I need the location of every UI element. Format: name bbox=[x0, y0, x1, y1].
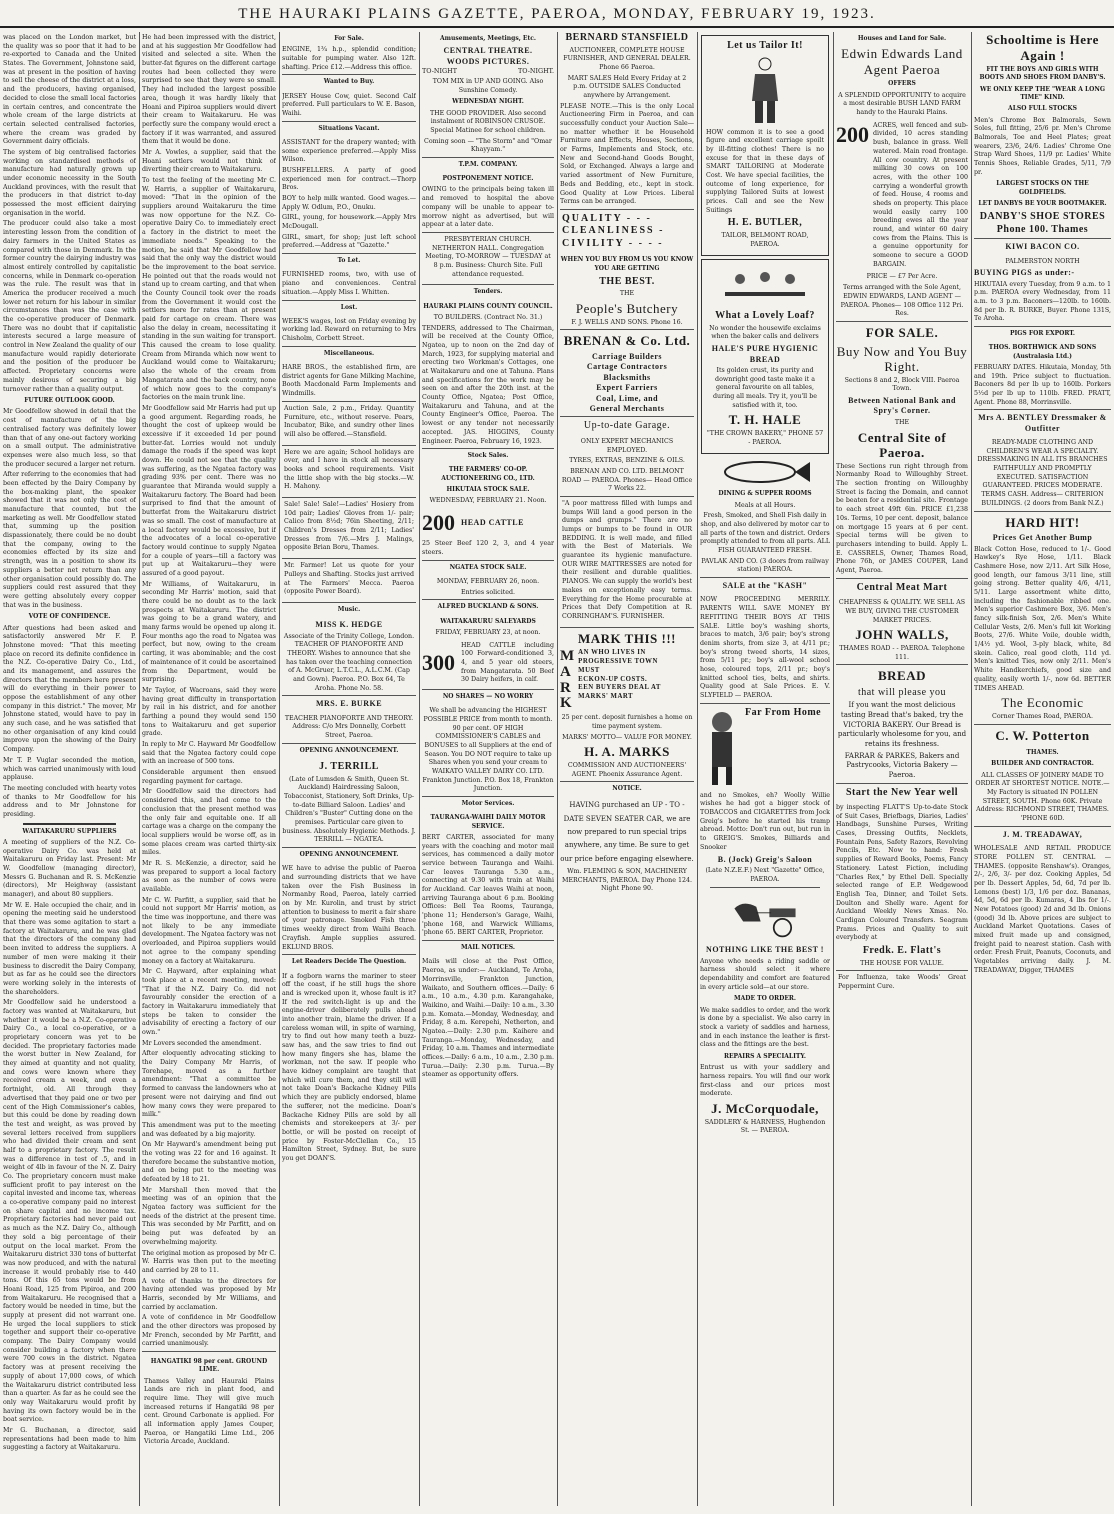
classified-ad: If a fogborn warns the mariner to steer off the coast, if he still hugs the shore and is wrecked upon it, whose fault is it? If the red switch-light is up and the engine-driver deliberately pulls ahead into another train, blame the driver. If a careless woman will, in spite of warning, try to find out how many teeth a buzz-saw has, and the saw tries to find out how many fingers she has, blame the workman, not the saw. If people who have kidney complaint are taught that which will cure them, and they still will not take Doan's Backache Kidney Pills which they are publicly endorsed, blame the sufferer, not the medicine. Doan's Backache Kidney Pills are sold by all chemists and storekeepers at 3/- per bottle, or will be posted on receipt of price by Foster-McClellan Co., 15 Hamilton Street, Sydney. But, be sure you get DOAN'S. bbox=[282, 972, 416, 1162]
business-name: C. W. Potterton bbox=[974, 724, 1111, 747]
mark-block bbox=[560, 649, 694, 712]
subheading: VOTE OF CONFIDENCE. bbox=[28, 613, 111, 621]
advert-text: Sections 8 and 2, Block VIII. Paeroa Town. bbox=[844, 376, 960, 393]
advert-title: BUYING PIGS as under:- bbox=[974, 268, 1075, 278]
notice-text: Entries solicited. bbox=[460, 588, 516, 596]
article-paragraph: was placed on the London market, but the quality was so poor that it had to be re-exported to Canada and the United States. The Government, Johnstone said, was at present in the position of having to sell the cheese of the district at a loss, and the producers, having organised, decided to close the small local factories in certain centres, and concentrate the whole cream of the large districts at certain selected centralised factories, where the cream was graded by Government dairy officials. bbox=[3, 34, 136, 146]
notice-text: TO BUILDERS. (Contract No. 31.) bbox=[433, 313, 543, 321]
advert-title: Far From Home bbox=[745, 706, 822, 718]
article-paragraph: The original motion as proposed by Mr C. W. Harris was then put to the meeting and carried by 28 to 11. bbox=[142, 1249, 276, 1274]
slogan: THE BEST. bbox=[599, 275, 655, 287]
advert-text: NOW PROCEEDING MERRILY. PARENTS WILL SAVE MONEY BY REFITTING THEIR BOYS AT THIS SALE. Little boy's washing shorts, braces to match, 3/6 pair; boy's strong denim shorts, from size 3, at 4/11 pr.; boy's strong tweed shorts, 14 sizes, from 5/11 pr.; boy's all-wool school hose, coloured tops, 2/11 pr.; boy's knitted school ties, belts, and shirts. Quality good at Sale Prices. E. V. SLYFIELD — PAEROA. bbox=[700, 596, 830, 700]
mark-line: EEN BUYERS DEAL AT bbox=[578, 684, 661, 692]
product-name: HALE'S PURE HYGIENIC BREAD bbox=[711, 344, 819, 364]
article-paragraph: Mr G. Buchanan, a director, said representations had been made to him suggesting a factory at Waitakaruru. bbox=[3, 1426, 136, 1452]
horse-and-buggy-illustration bbox=[710, 887, 820, 942]
subheading: NO SHARES — NO WORRY bbox=[422, 689, 554, 704]
classified-ad: Here we are again; School holidays are over, and I have in stock all necessary books and school requirements. Visit the little shop with the big stocks.—W. H. Mahony. bbox=[282, 445, 416, 495]
section-heading: OPENING ANNOUNCEMENT. bbox=[282, 743, 416, 758]
advert-text: BRENAN AND CO. LTD. BELMONT ROAD — PAEROA. Phones— Head Office 7 Works 22. bbox=[561, 467, 693, 493]
subheading: WEDNESDAY NIGHT. bbox=[452, 98, 524, 106]
subheading: WAITAKARURU SUPPLIERS bbox=[22, 827, 117, 835]
column-notices bbox=[422, 32, 554, 1506]
advert-text: ACRES, well fenced and sub-divided, 10 acres standing bush, balance in grass. Well watered. Main road frontage. All cow country. At present milking 30 cows on 100 acres, with the other 100 carrying a wonderful growth of feed. House, 4 rooms and sheds on property. This place would easily carry 100 breeding ewes all the year round, and winter 60 dairy cows from the Plains. This is a genuine opportunity for someone to secure a GOOD BARGAIN. bbox=[873, 121, 968, 268]
advert-text: SADDLERY & HARNESS, Hughendon St. — PAEROA. bbox=[704, 1118, 826, 1135]
advert-text: HIKUTAIA every Tuesday, from 9 a.m. to 1 p.m. PAEROA every Wednesday, from 11 a.m. to 3 p.m. Baconers—120lb. to 160lb. 8d per lb. R. BURKE, Buyer. Phone 131S, Te Aroha. bbox=[974, 280, 1111, 323]
subheading: FUTURE OUTLOOK GOOD. bbox=[24, 397, 115, 405]
advert-text: by inspecting FLATT'S Up-to-date Stock of Suit Cases, Briefbags, Diaries, Ladies' Handbags, Sunshine Purses, Writing Cases, Dressing Outfits, Necklets, Fountain Pens, Safety Razors, Revolving Pencils, Etc. Now to hand: Fresh supplies of Reward Books, Poems, Fancy Stationery. Latest Fiction, including "Charles Rex," by Ethel Dell. Specially selected range of E.P. Wedgewood English Tea, Dinner, and Toilet Sets. Doulton and Shelly ware. Agent for Auckland Weekly News Xmas. No. Cardigan Coloured Transfers. Seagram Prams. Prices and Quality to suit everybody at bbox=[836, 804, 968, 942]
advert-title: FOR SALE. bbox=[836, 321, 968, 344]
classified-ad: (Late of Lumsden & Smith, Queen St. Auckland) Hairdressing Saloon, Tobacconist, Stationery, Soft Drinks, Up-to-date Billiard Saloon. Ladies' and Children's "Buster" Cutting done on the premises. Particular care given to business. Absolutely Hygienic Methods. J. TERRILL — NGATEA. bbox=[282, 775, 416, 844]
column-ads-8 bbox=[974, 32, 1111, 1506]
section-heading: Music. bbox=[282, 602, 416, 617]
advert-text: Meals at all Hours. bbox=[734, 501, 796, 509]
advert-text: Thames Valley and Hauraki Plains Lands are rich in plant food, and require lime. They will give much increased returns if Hangatiki 98 per cent. Ground Carbonate is applied. For all information apply James Couper, Paeroa, or Hangatiki Lime Ltd., 206 Victoria Arcade, Auckland. bbox=[144, 1377, 274, 1446]
advert-title: HANGATIKI 98 per cent. GROUND LIME. bbox=[150, 1358, 268, 1374]
advert-title: Start the New Year well bbox=[836, 783, 968, 803]
article-paragraph: Mr Taylor, of Wacroans, said they were having great difficulty in transportation by rail in his district, and for another farthing a pound they would send 150 tons to Waitakaruru and get superior grade. bbox=[142, 686, 276, 738]
tonight-row bbox=[422, 67, 554, 76]
classified-ad: JERSEY House Cow, quiet. Second Calf preferred. Full particulars to W. E. Bason, Waihi. bbox=[282, 92, 416, 117]
section-heading: To Let. bbox=[282, 253, 416, 268]
article-paragraph: After referring to the economies that had been effected by the Dairy Company by the box-making plant, the speaker showed that it was not only the cost of manufacture that counted, but the marketing as well. Mr Goodfellow stated that, summing up the position dispassionately, there could be no doubt that the company, owing to the economies effected by its size and strength, was in a position to show its suppliers a better net return than any other organisation could possibly do. The suppliers could rest assured that they were getting absolutely every copper that was in the business. bbox=[3, 471, 136, 609]
business-name: J. McCorquodale, bbox=[711, 1101, 819, 1117]
mark-line: AN WHO LIVES IN bbox=[578, 649, 646, 657]
column-news-2 bbox=[142, 32, 276, 1506]
service-line: Carriage Builders bbox=[591, 351, 663, 361]
advert-text: If you want the most delicious tasting Bread that's baked, try the VICTORIA BAKERY. Our Bread is particularly wholesome for you, and retains its freshness. bbox=[837, 701, 967, 748]
business-name: Central Meat Mart bbox=[836, 578, 968, 598]
business-name: BERNARD STANSFIELD bbox=[565, 32, 689, 43]
subheading: WAITAKARURU SALEYARDS bbox=[440, 617, 536, 625]
advert-text: We make saddles to order, and the work is done by a specialist. We also carry in stock a variety of saddles and harness, and in each instance the leather is first-class and the fittings are the best. bbox=[700, 1006, 830, 1049]
business-name: H. A. MARKS bbox=[584, 744, 670, 760]
advert-text: PALMERSTON NORTH bbox=[1005, 257, 1080, 265]
advert-title: Prices Get Another Bump bbox=[992, 533, 1093, 543]
business-name: JOHN WALLS, bbox=[855, 627, 949, 643]
cattle-count-row bbox=[422, 508, 554, 538]
subheading: MAIL NOTICES. bbox=[422, 940, 554, 955]
advert-title: Buy Now and You Buy Right. bbox=[836, 343, 968, 375]
notice-text: We shall be advancing the HIGHEST POSSIBLE PRICE from month to month. 90 per cent. OF HIGH COMMISSIONER'S CABLES and BONUSES to all Suppliers at the end of Season. You DO NOT require to take up Shares when you send your cream to WAIKATO VALLEY DAIRY CO. LTD. Frankton Junction. P.O. Box 18, Frankton Junction. bbox=[422, 707, 554, 793]
advert-text: THAMES ROAD - - PAEROA. Telephone 111. bbox=[839, 644, 965, 661]
fish-illustration bbox=[715, 457, 815, 487]
classified-ad: Associate of the Trinity College, London. TEACHER OF PIANOFORTE AND THEORY. Wishes to announce that she has taken over the teaching connection of A. McGruer, L.T.C.L., A.L.C.M. (Cap and Gown). Paeroa. P.O. Box 64, Te Aroha. Phone No. 58. bbox=[283, 632, 415, 692]
classified-ad: TEACHER PIANOFORTE AND THEORY. Address: C/o Mrs Donnelly, Corbett Street, Paeroa. bbox=[284, 714, 414, 740]
column-rule bbox=[833, 32, 834, 1506]
notice-text: BERT CARTER, associated for many years with the coaching and motor mail services, has commenced a daily motor service between Tauranga and Waihi. Car leaves Tauranga 5.30 a.m., connecting at 9.30 with train at Waihi for Auckland. Car leaves Waihi at noon, arriving Tauranga about 6 p.m. Booking Offices: Bell Tea Rooms, Tauranga, 'phone 11; Henderson's Garage, Waihi, 'phone 168, and Warwick Williams, 'phone 65. BERT CARTER, Proprietor. bbox=[422, 833, 554, 937]
advert-text: ALL CLASSES OF JOINERY MADE TO ORDER AT SHORTEST NOTICE. NOTE.—My Factory is situated IN POLLEN STREET, SOUTH. Phone 60K. Private Address: RICHMOND STREET, THAMES. 'PHONE 60D. bbox=[975, 771, 1110, 823]
mark-line: MARKS' MART bbox=[578, 693, 634, 701]
business-name: Mrs A. BENTLEY Dressmaker & Outfitter bbox=[974, 409, 1111, 437]
article-paragraph: Mr W. E. Hale occupied the chair, and in opening the meeting said he understood that there was some agitation to start a factory at Waitakaruru, and he was glad that the directors of the company had been invited to address the suppliers. A number of men were making it their business to discredit the Dairy Company, but as far as he could see the directors were working solely in the interests of the shareholders. bbox=[3, 901, 136, 996]
advert-text: TAILOR, BELMONT ROAD, PAEROA. bbox=[721, 231, 809, 248]
section-heading: Lost. bbox=[282, 300, 416, 315]
article-paragraph: A vote of thanks to the directors for having attended was proposed by Mr Harris, seconded by Mr Williams, and carried by acclamation. bbox=[142, 1277, 276, 1311]
article-paragraph: Mr C. W. Parfitt, a supplier, said that he could not support Mr Harris' motion, as the time was inopportune, and there was not likely to be any immediate development. The Ngatea factory was not overloaded, and Pipiroa suppliers would not agree to the company spending money on a factory at Waitakaruru. bbox=[142, 896, 276, 965]
notice-text: Mails will close at the Post Office, Paeroa, as under:— Auckland, Te Aroha, Morrinsville, Frankton Junction, Waikato, and Southern offices.—Daily: 6 a.m., 10 a.m., 4.30 p.m. Karangahake, Waikino, and Waihi.—Daily: 10 a.m., 3.30 p.m. Komata.—Monday, Wednesday, and Friday, 8 a.m. Kerepehi, Netherton, and Ngatea.—Daily: 2.30 p.m. Kaihere and Tauranga.—Monday, Wednesday, and Friday, 10 a.m. Thames and intermediate offices.—Daily: 6 a.m., 10 a.m., 2.30 p.m. Turua.—Daily: 2.30 p.m. Turua.—By steamer as opportunity offers. bbox=[422, 958, 554, 1079]
business-name: BRENAN & Co. Ltd. bbox=[560, 329, 694, 352]
subheading: HIKUTAIA STOCK SALE. bbox=[446, 486, 530, 493]
subheading: ALFRED BUCKLAND & SONS. bbox=[422, 599, 554, 614]
mark-line: PROGRESSIVE TOWN bbox=[578, 657, 658, 665]
advert-text: AUCTIONEER, COMPLETE HOUSE FURNISHER, AND GENERAL DEALER. Phone 66 Paeroa. bbox=[563, 46, 691, 71]
classified-ad: BUSHFELLERS. A party of good experienced men for contract.—Thorp Bros. bbox=[282, 166, 416, 192]
notice-text: MONDAY, FEBRUARY 26, noon. bbox=[436, 577, 540, 585]
advert-title: that will please you bbox=[857, 686, 947, 698]
classified-ad: ENGINE, 1¾ h.p., splendid condition; suitable for pumping water. Also 12ft. shafting. Price £12.—Address this office. bbox=[282, 46, 416, 71]
classified-ad: Mr. Farmer! Let us quote for your Pulleys and Shafting. Stocks just arrived at The Farmers' Mecca. Paeroa (opposite Power Board). bbox=[282, 558, 416, 600]
business-name: THOS. BORTHWICK AND SONS (Australasia Ltd.) bbox=[988, 344, 1097, 360]
business-name: B. (Jock) Greig's Saloon bbox=[717, 854, 813, 864]
advert-text: FARRAR & PARKES, Bakers and Pastrycooks, Victoria Bakery — Paeroa. bbox=[844, 751, 960, 779]
cattle-count: 300 bbox=[422, 650, 455, 676]
section-heading: Let Readers Decide The Question. bbox=[282, 954, 416, 969]
advert-text: WE ONLY KEEP THE "WEAR A LONG TIME" KIND. bbox=[979, 85, 1106, 101]
service-line: General Merchants bbox=[589, 403, 665, 413]
advert-text: Anyone who needs a riding saddle or harness should select it where dependability and comfort are featured in every article sold—at our store. bbox=[700, 957, 830, 991]
subheading: NOTICE. bbox=[560, 781, 694, 796]
section-heading: Motor Services. bbox=[422, 796, 554, 811]
subheading: T.P.M. COMPANY. bbox=[422, 157, 554, 172]
advert-text: For Influenza, take Woods' Great Peppermint Cure. bbox=[836, 970, 968, 994]
article-paragraph: Mr A. Vowles, a supplier, said that the Hoani settlers would not think of diverting their cream to Waitakaruru. bbox=[142, 148, 276, 174]
section-heading: OPENING ANNOUNCEMENT. bbox=[282, 847, 416, 862]
article-paragraph: Mr Goodfellow showed in detail that the cost of manufacture of the big centralised factory was definitely lower than that of any one-out factory working on a small output. The administrative expenses were also much less, so that the producer secured a larger net return. bbox=[3, 408, 136, 468]
column-classifieds bbox=[282, 32, 416, 1506]
column-ads-5 bbox=[560, 32, 694, 1506]
advert-text: LARGEST STOCKS ON THE GOLDFIELDS. bbox=[996, 180, 1089, 196]
column-news-1 bbox=[3, 32, 136, 1506]
column-rule bbox=[697, 32, 698, 1506]
article-paragraph: The meeting concluded with hearty votes of thanks to Mr Goodfellow for his address and to Mr Johnstone for presiding. bbox=[3, 784, 136, 818]
column-rule bbox=[419, 32, 420, 1506]
advert-text: These Sections run right through from Normanby Road to Willoughby Street. The section fronting on Willoughby Street is facing the Domain, and cannot be beaten for a residential site. Frontage to each street 49ft 6in. PRICE £1,238 10s. Terms, 10 per cent. deposit, balance on mortgage 15 years at 6 per cent. Special terms will be given to purchasers intending to build. Apply L. E. CASSRELS, Owner, Thames Road, Phone 76h, or JAMES COUPER, Land Agent, Paeroa. bbox=[836, 462, 968, 574]
advert-text: WHEN YOU BUY FROM US YOU KNOW YOU ARE GETTING bbox=[560, 256, 694, 272]
section-heading: For Sale. bbox=[334, 35, 364, 42]
subheading: DINING & SUPPER ROOMS bbox=[718, 490, 812, 498]
business-name: Fredk. E. Flatt's bbox=[862, 945, 942, 957]
article-paragraph: Considerable argument then ensued regarding payment for cartage. bbox=[142, 769, 276, 785]
advert-text: PAVLAK AND CO. (3 doors from railway station) PAEROA. bbox=[701, 557, 829, 574]
advert-text: 25 per cent. deposit furnishes a home on time payment system. bbox=[561, 714, 693, 730]
cattle-label: HEAD CATTLE bbox=[461, 517, 524, 527]
advert-text: "A poor mattress filled with lumps and bumps Will land a good person in the dumps and grumps." There are no lumps or bumps to be found in OUR BEDDING. It is well made, and filled with the Best of Materials. We guarantee its hygienic manufacture. OUR WIRE MATTRESSES are noted for their resilient and durable qualities. PIANOS. We can supply the world's best makes on exceptionally easy terms. Everything for the Home procurable at Prices that Defy Competition at R. CORRINGHAM'S. FURNISHER. bbox=[560, 496, 694, 625]
mark-line: ECKON-UP COSTS. bbox=[578, 675, 648, 683]
classified-ad: ASSISTANT for the drapery wanted; with some experience preferred.—Apply Miss Wilson. bbox=[282, 138, 416, 164]
advert-text: FEBRUARY DATES. Hikutaia, Monday, 5th and 19th. Price subject to fluctuation. Baconers 8d per lb up to 160lb. Porkers 5½d per lb up to 110lb. FRED. PRATT, Agent. Phone 88, Morrinsville. bbox=[974, 363, 1111, 406]
family-table-illustration bbox=[720, 267, 810, 307]
advert-text: HAVING purchased an UP - TO - DATE SEVEN SEATER CAR, we are now prepared to run special trips anywhere, any time. Be sure to get our price before engaging elsewhere. bbox=[560, 801, 694, 863]
section-heading: Situations Vacant. bbox=[282, 121, 416, 136]
column-rule bbox=[279, 32, 280, 1506]
cattle-count: 200 bbox=[422, 509, 455, 535]
subheading: THE FARMERS' CO-OP. AUCTIONEERING CO., LTD. bbox=[441, 466, 535, 482]
business-name: KIWI BACON CO. bbox=[974, 238, 1111, 255]
advert-text: Wm. FLEMING & SON, MACHINERY MERCHANTS, PAEROA. Day Phone 124. Night Phone 90. bbox=[562, 867, 692, 893]
notice-text: WEDNESDAY, FEBRUARY 21. Noon. bbox=[429, 497, 547, 505]
advert-text: Its golden crust, its purity and downright good taste make it a general favourite on all tables, during all meals. Try it, you'll be satisfied with it, too. bbox=[713, 366, 817, 409]
article-paragraph: A vote of confidence in Mr Goodfellow and the other directors was proposed by Mr French, seconded by Mr Parfitt, and carried unanimously. bbox=[142, 1314, 276, 1348]
section-heading: Miscellaneous. bbox=[282, 346, 416, 361]
advert-title: NOTHING LIKE THE BEST ! bbox=[706, 945, 824, 955]
article-paragraph: He had been impressed with the district, and at his suggestion Mr Goodfellow had visited and selected a site. When the butter-fat figures on the different cartage routes had been collected they were surprised to see that they were so small. They had included the largest possible area, though it was hardly likely that Hoani and Pipiroa suppliers would divert their cream to Waitakaruru. He was perfectly sure the company would erect a factory if it was warranted, and assured them that it would be done. bbox=[142, 34, 276, 146]
advert-text: (Late N.Z.E.F.) Next "Gazette" Office, PAEROA. bbox=[705, 866, 825, 883]
article-paragraph: This amendment was put to the meeting and was defeated by a big majority. bbox=[142, 1121, 276, 1138]
classified-ad: GIRL, young, for housework.—Apply Mrs McDougall. bbox=[282, 214, 416, 231]
cattle-count-row bbox=[422, 640, 554, 687]
advert-title: PIGS FOR EXPORT. bbox=[974, 326, 1111, 341]
column-ads-6 bbox=[700, 32, 830, 1506]
article-paragraph: To test the feeling of the meeting Mr C. W. Harris, a supplier of Waitakaruru, moved: "That in the opinion of the suppliers around Waitakaruru the time was now opportune for the N.Z. Co-operative Dairy Co. to immediately erect a factory in the district to meet the immediate needs." Speaking to the motion, he said that Mr Goodfellow had said that the only way the district would be the improvement to the boat service. He pointed out that the roads would not stand up to cream carting, and that when the County Council took over the roads from the Government it would cost the settlers more for rates than at present paid for cartage on cream. There was also the delay in cream, necessitating it standing in the sun waiting for transport. This caused the cream to lose quality. Cream from Miranda which now went to Auckland would come to Waitakaruru; also the whole of the cream from Mangatarata and the back country, none of which now goes to the company's factories on the main trunk line. bbox=[142, 177, 276, 402]
teacher-name: MRS. E. BURKE bbox=[282, 695, 416, 712]
article-paragraph: Mr T. P. Vuglar seconded the motion, which was carried unanimously with loud applause. bbox=[3, 756, 136, 782]
advert-text: MARKS' MOTTO— VALUE FOR MONEY. bbox=[562, 733, 692, 741]
article-paragraph: Mr Lovers seconded the amendment. bbox=[142, 1039, 262, 1047]
cattle-label: HEAD CATTLE including 100 Forward-conditioned 3, 4, and 5 year old steers, from Mangatarata. 50 Beef 30 Dairy heifers, in calf. bbox=[461, 641, 554, 684]
film-listing: Coming soon — "The Storm" and "Omar Khayyam." bbox=[424, 137, 552, 154]
section-heading: Wanted to Buy. bbox=[282, 74, 416, 89]
greig-advert bbox=[700, 703, 830, 790]
classified-ad: BOY to help milk wanted. Good wages.—Apply W. Odlum, P.O., Onuku. bbox=[282, 195, 416, 211]
pictures-name: WOODS PICTURES. bbox=[446, 56, 530, 66]
subheading: REPAIRS A SPECIALITY. bbox=[724, 1053, 806, 1061]
subheading: OFFERS bbox=[888, 80, 916, 88]
advert-title: What a Lovely Loaf? bbox=[715, 310, 815, 322]
advert-title: BREAD bbox=[836, 664, 968, 687]
advert-text: MART SALES Held Every Friday at 2 p.m. OUTSIDE SALES Conducted anywhere by Arrangement. bbox=[567, 74, 687, 99]
classified-ad: Sale! Sale! Sale!—Ladies' Hosiery from 10d pair; Ladies' Gloves from 1/- pair; Calico from 8½d; 76in Sheeting, 2/11; Children's Dresses from 2/11; Ladies' Dresses from 7/6.—Mrs J. Malings, opposite Brian Boru, Thames. bbox=[282, 497, 416, 556]
section-heading: Stock Sales. bbox=[422, 448, 554, 463]
notice-text: PRESBYTERIAN CHURCH. NETHERTON HALL. Congregation Meeting, TO-MORROW — TUESDAY at 8 p.m. Business: Church Site. Full attendance requested. bbox=[422, 232, 554, 282]
article-paragraph: On Mr Hayward's amendment being put the voting was 22 for and 16 against. It therefore became the substantive motion, and on being put to the meeting was defeated by 18 to 21. bbox=[142, 1141, 276, 1183]
garage-title: Up-to-date Garage. bbox=[560, 416, 694, 436]
advert-text: Between National Bank and Spry's Corner. bbox=[848, 396, 956, 416]
notice-text: OWING to the principals being taken ill and removed to hospital the above company will be unable to appear to-morrow night as advertised, but will appear at a later date. bbox=[422, 186, 554, 229]
section-heading: Amusements, Meetings, Etc. bbox=[440, 35, 536, 42]
lime-advert bbox=[142, 1351, 276, 1452]
advert-text: "THE CROWN BAKERY," PHONE 57 - PAEROA. bbox=[706, 429, 824, 446]
article-paragraph: The system of big centralised factories working on standardised methods of manufacture had naturally grown up under economic necessity in the South Auckland provinces, with the result that the producers in that district to-day possessed the most efficient dairying organisation in the world. bbox=[3, 148, 136, 217]
mark-line: MUST bbox=[578, 666, 600, 674]
advert-title: HARD HIT! bbox=[974, 511, 1111, 534]
advert-text: THE HOUSE FOR VALUE. bbox=[860, 959, 944, 967]
theatre-name: CENTRAL THEATRE. bbox=[443, 46, 533, 56]
business-name: H. E. BUTLER, bbox=[727, 217, 803, 229]
classified-ad: FURNISHED rooms, two, with use of piano and conveniences. Central situation.—Apply Miss I. Whitten. bbox=[282, 271, 416, 296]
business-name: DANBY'S SHOE STORES Phone 100. Thames bbox=[979, 211, 1106, 235]
subheading: POSTPONEMENT NOTICE. bbox=[442, 175, 534, 183]
masthead: THE HAURAKI PLAINS GAZETTE, PAEROA, MONDAY, FEBRUARY 19, 1923. bbox=[0, 0, 1114, 28]
advert-text: TYRES, EXTRAS, BENZINE & OILS. bbox=[569, 457, 685, 465]
slogan: QUALITY - - - CLEANLINESS - CIVILITY - - - - bbox=[560, 209, 694, 254]
advert-text: PLEASE NOTE.—This is the only Local Auctioneering Firm in Paeroa, and can successfully conduct your Auction Sale—no matter whether it be Household Furniture and Effects, Houses, Sections, or Farms, Implements and Stock, etc. New and Second-hand Goods Bought, Sold, or Exchanged. Always a large and varied assortment of New Furniture, Beds and Bedding, etc., kept in stock. Good Quality at Low Prices. Liberal Terms can be arranged. bbox=[560, 102, 694, 206]
advert-text: Black Cotton Hose, reduced to 1/-. Good Hawkey's Rye Hose, 1/11. Black Cashmere Hose, now 2/11. Art Silk Hose, good length, our famous 3/11 line, still going strong. Better quality 4/6, 4/11, 5/11. Large assortment white ditto, including the fashionable ribbed one. Men's superior Cashmere Box, 3/6. Men's fancy silk-finish Sox, 2/6. Men's White Cellular Vests, 2/6. Men's full kit Working Boots, 27/6. White Voile, double width, 1/4½ yd. Wool, 3-ply black, white, 8d skein. Calico, real good cloth, 11d yd. Men's knitted Ties, now only 2/11. Men's White Handkerchiefs, good size and quality, easily worth 1/-, now 6d. BETTER TIMES AHEAD. bbox=[974, 545, 1111, 692]
tonight-left: TO-NIGHT bbox=[422, 67, 457, 76]
article-paragraph: A meeting of suppliers of the N.Z. Co-operative Dairy Co. was held at Waitakaruru on Friday last. Present: Mr W. Goodfellow (managing director), Messrs G. Buchanan and R. S. McKenzie (directors), Mr Heighway (assistant manager), and about 80 suppliers. bbox=[3, 838, 136, 899]
advert-text: ONLY EXPERT MECHANICS EMPLOYED. bbox=[580, 437, 674, 454]
advert-text: FIT THE BOYS AND GIRLS WITH BOOTS AND SHOES FROM DANBY'S. bbox=[979, 66, 1106, 82]
notice-text: FRIDAY, FEBRUARY 23, at noon. bbox=[435, 628, 541, 636]
service-line: Expert Farriers bbox=[596, 383, 658, 393]
advert-text: A SPLENDID OPPORTUNITY to acquire a most desirable BUSH LAND FARM handy to the Hauraki Plains. bbox=[838, 91, 966, 117]
advert-text: COMMISSION AND AUCTIONEERS' AGENT. Phoenix Assurance Agent. bbox=[567, 761, 687, 778]
business-name: J. M. TREADAWAY, bbox=[974, 826, 1111, 843]
article-paragraph: In reply to Mr C. Hayward Mr Goodfellow said that the Ngatea factory could cope with an increase of 500 tons. bbox=[142, 741, 276, 766]
teacher-name: MISS K. HEDGE bbox=[315, 620, 383, 630]
business-name: J. TERRILL bbox=[319, 761, 379, 773]
service-line: Cartage Contractors bbox=[586, 362, 668, 372]
notice-text: TENDERS, addressed to The Chairman, will be received at the County Office, Ngatea, up to noon on the 2nd day of March, 1923, for supplying material and erecting two Workman's Cottages, one at Waitakaruru and one at Tahuna. Plans and specifications for the work may be seen on and after the 20th inst. at the County Office, Ngatea; Post Office, Waitakaruru and Tahuna, and at the County Engineer's Office, Paeroa. The lowest or any tender not necessarily accepted. JAS. HIGGINS, County Engineer. Paeroa, February 16, 1923. bbox=[422, 324, 554, 445]
article-paragraph: Mr Goodfellow said he understood a factory was wanted at Waitakaruru, but whether it would be a N.Z. Co-operative Dairy Co., a local co-operative, or a proprietary concern was yet to be decided. The proprietary factories made the worst butter in New Zealand, for they aimed at quantity and not quality, and cows were known where they received cream a week, and even a fortnight, old. All through they advertised that they paid one or two per cent of the High Commissioner's cables, but this could be done by reading down the test and weight, as was proved by several letters received from suppliers who had divided their cream and sent half to a proprietary factory. The result was a difference in test of .5, and in weight of 4lb in favour of the N. Z. Dairy Co. The proprietary concern must make sufficient profit to pay interest on the capital invested and income tax, whereas a co-operative company paid no interest on share capital and no income tax. Proprietary factories had never paid out as much as the N.Z. Dairy Co., although they sold a big percentage of their output on the local market. From the Waitakaruru district 330 tons of butterfat was now produced, and with the natural increase it would probably rise to 440 tons. Of this 65 tons would be from Hoani Road, 125 from Pipiroa, and 200 from Waitakaruru. He recognised that a factory would be needed in time, but the supply at present did not warrant one. He urged the local suppliers to stick together and support their co-operative company. The Dairy Company would consider building a factory when there were 700 cows in the district. Ngatea factory was at present receiving the supply of about 17,000 cows, of which the Waitakaruru district contributed less than a quarter. As far as he could see the only way Waitakaruru would profit by having its own factory would be in the boat service. bbox=[3, 999, 136, 1424]
business-name: T. H. HALE bbox=[728, 412, 802, 428]
acre-count: 200 bbox=[836, 121, 869, 147]
article-paragraph: After questions had been asked and satisfactorily answered Mr F. P. Johnstone moved: "That this meeting place on record its definite confidence in the N.Z. Co-operative Dairy Co., Ltd., and its management, and assures the directors that the members here present will do everything in their power to oppose the establishment of any other company in this district." The mover, Mr Johnstone stated, would have to pay in any such case, and he was satisfied that no other organisation of any kind could improve upon the showing of the Dairy Company. bbox=[3, 624, 136, 754]
classified-ad: WE have to advise the public of Paeroa and surrounding districts that we have taken over the Fish Business in Normanby Road, Paeroa, lately carried on by Mr. Kurolin, and trust by strict attention to business to merit a fair share of your patronage. Smoked Fish three times weekly direct from Waihi Beach. Crayfish. Ample supplies assured. EKLUND BROS. bbox=[282, 865, 416, 951]
column-ads-7 bbox=[836, 32, 968, 1506]
service-line: Blacksmiths bbox=[603, 372, 651, 382]
advert-text: Men's Chrome Box Balmorals, Sewn Soles, full fitting, 25/6 pr. Men's Chrome Balmorals, Toe and Heel Plates; great wearers, 23/6, 24/6. Ladies' Chrome One Strap Ward Shoes, 11/9 pr. Ladies' White Tennis Shoes, Reliable Grades, 5/11, 7/9 pr. bbox=[974, 116, 1111, 176]
advert-text: THE bbox=[894, 418, 910, 426]
advert-text: THAMES. bbox=[1026, 749, 1059, 757]
advert-title: Central Site of Paeroa. bbox=[857, 429, 947, 461]
advert-text: and no Smokes, eh? Woolly Willie wishes he had got a bigger stock of TOBACCOS and CIGARETTES from Jock Greig's before he started his tramp abroad. Motto: Don't run out, but run in to GREIG'S. Smokes, Billiards and Snooker bbox=[700, 791, 830, 851]
article-paragraph: Mr Marshall then moved that the meeting was of an opinion that the Ngatea factory was sufficient for the needs of the district at the present time. This was seconded by Mr Parfitt, and on being put was defeated by an overwhelming majority. bbox=[142, 1186, 276, 1246]
man-in-suit-illustration bbox=[745, 56, 785, 126]
section-heading: Houses and Land for Sale. bbox=[857, 35, 947, 42]
advert-text: Entrust us with your saddlery and harness repairs. You will find our work first-class and our prices most moderate. bbox=[700, 1064, 830, 1098]
tailor-advert bbox=[701, 35, 829, 256]
tonight-right: TO-NIGHT. bbox=[517, 67, 554, 76]
classified-ad: WEEK'S wages, lost on Friday evening by working lad. Reward on returning to Mrs Chisholm, Corbett Street. bbox=[282, 317, 416, 343]
classified-ad: GIRL, smart, for shop; just left school preferred.—Address at "Gazette." bbox=[282, 233, 416, 250]
business-name: The Economic bbox=[1001, 695, 1084, 711]
bakery-advert bbox=[701, 259, 829, 454]
mark-lines bbox=[578, 649, 661, 712]
woolly-willie-illustration bbox=[702, 707, 742, 787]
advert-text: BUILDER AND CONTRACTOR. bbox=[991, 760, 1094, 768]
column-rule bbox=[139, 32, 140, 1506]
advert-text: WHOLESALE AND RETAIL PRODUCE STORE POLLEN ST. CENTRAL — THAMES. (opposite Renshaw's). Oranges, 2/-, 2/6, 3/- per doz. Cooking Apples, 5d per lb. Dessert Apples, 5d, 6d, 7d per lb. Lemons (best) 1/3, 1/6 per doz. Bananas, 4d, 5d, 6d per lb. Kumaras, 4 lbs for 1/-. New Potatoes (good) 2d and 3d lb. Onions (good) 3d lb. Above prices are subject to Auckland Market Quotations. Cases of mixed fruit made up and consigned, freight paid to nearest station. Cash with order. Fresh Fruit, Peanuts, Coconuts, and Vegetables arriving daily. J. M. TREADAWAY, Digger, THAMES bbox=[974, 845, 1111, 974]
notice-text: 25 Steer Beef 120 2, 3, and 4 year steers. bbox=[422, 540, 554, 556]
advert-title: Schooltime is Here Again ! bbox=[986, 32, 1099, 63]
advert-text: Terms arranged with the Sole Agent, EDWIN EDWARDS, LAND AGENT — PAEROA. Phones— 108 Office 112 Pri. Res. bbox=[840, 284, 964, 318]
advert-text: No wonder the housewife exclaims when the baker calls and delivers bbox=[709, 324, 821, 341]
section-heading: Tenders. bbox=[422, 284, 554, 299]
business-name: Edwin Edwards Land Agent Paeroa bbox=[841, 46, 963, 77]
film-listing: THE GOOD PROVIDER. Also second instalment of ROBINSON CRUSOE. Special Matinee for school children. bbox=[429, 109, 547, 134]
advert-text: CHEAPNESS & QUALITY. WE SELL AS WE BUY, GIVING THE CUSTOMER MARKET PRICES. bbox=[838, 599, 966, 624]
article-paragraph: Mr Goodfellow said the directors had considered this, and had come to the conclusion that the present method was the only fair and equitable one. If all cartage was a charge on the company the local suppliers would be worse off, as in some places cream was carted thirty-six miles. bbox=[142, 788, 276, 857]
advert-text: PRICE — £7 Per Acre. bbox=[866, 273, 938, 281]
article-paragraph: The producer could also take a most interesting lesson from the condition of dairy farmers in the United States as compared with those in Denmark. In the former country the dairying industry was almost entirely controlled by capitalistic concerns, while in Denmark co-operation was the rule. The result was that in America the producer received a much lower net return for his labour in similar circumstances than was the case with the co-operative producer of Denmark. There was no doubt that if capitalistic interests secured a large measure of control in New Zealand the quality of our manufacture would rapidly deteriorate and the position of the producer be affected. Proprietary concerns were mainly desirous of securing a big turnover rather than a quality output. bbox=[3, 220, 136, 393]
film-listing: TOM MIX in UP AND GOING. Also Sunshine Comedy. bbox=[432, 77, 544, 94]
advert-text: READY-MADE CLOTHING AND CHILDREN'S WEAR A SPECIALTY. DRESSMAKING IN ALL ITS BRANCHES FAITHFULLY AND PROMPTLY EXECUTED. SATISFACTION GUARANTEED. PRICES MODERATE. TERMS CASH. Address— CRITERION BUILDINGS. (2 doors from Bank N.Z.) bbox=[977, 439, 1108, 507]
brenan-services bbox=[560, 352, 694, 414]
advert-text: ALSO FULL STOCKS bbox=[1008, 105, 1077, 113]
divider bbox=[23, 823, 116, 825]
advert-title: SALE at the "KASH" bbox=[700, 577, 830, 594]
subheading: TAURANGA-WAIHI DAILY MOTOR SERVICE. bbox=[430, 814, 546, 830]
article-paragraph: Mr C. Hayward, after explaining what took place at a recent meeting, moved: "That if the N.Z. Dairy Co. did not favourably consider the erection of a factory in Waitakaruru immediately that steps be taken to consider the advisability of erecting a factory of our own." bbox=[142, 968, 276, 1036]
classified-ad: HARE BROS., the established firm, are district agents for Gane Milking Machine, Booth Macdonald Farm Implements and Windmills. bbox=[282, 364, 416, 398]
business-name: People's Butchery bbox=[575, 301, 679, 317]
subheading: NGATEA STOCK SALE. bbox=[422, 560, 554, 575]
article-paragraph: Mr Williams, of Waitakaruru, in seconding Mr Harris' motion, said that there could be no doubt as to the lack prospects at Waitakaruru. The district was going to be a grand watery, and many farms would be opened up along it. Four months ago the road to Ngatea was perfect, but now, owing to the cream carting, it was abominable; and the cost of maintenance of it could be ascertained from the Department, would be surprising. bbox=[142, 580, 276, 684]
column-rule bbox=[971, 32, 972, 1506]
advert-text: F. J. WELLS AND SONS. Phone 16. bbox=[571, 318, 683, 326]
article-paragraph: Mr Goodfellow said Mr Harris had put up a good argument. Regarding roads, he thought the cost of upkeep would be excessive if it exceeded 1d per pound butter-fat. Lorries would not unduly damage the roads if the speed was kept down. He could not see that the quality was suffering, as the Ngatea factory was grading 93% per cent. There was no guarantee that Miranda would supply a Waitakaruru factory. The Board had been surprised to find that the amount of butterfat from the Waitakaruru district was so small. The cost of manufacture at a local factory would be excessive, but if the advocates of a local co-operative factory would continue to supply Ngatea for a couple of years—till a factory was put up at Waitakaruru—they were assured of a good payout. bbox=[142, 404, 276, 577]
advert-text: THE bbox=[619, 290, 635, 298]
advert-text: Corner Thames Road, PAEROA. bbox=[992, 712, 1093, 720]
column-rule bbox=[557, 32, 558, 1506]
advert-text: Fresh, Smoked, and Shell Fish daily in shop, and also delivered by motor car to all parts of the town and district. Orders promptly attended to from all parts. ALL FISH GUARANTEED FRESH. bbox=[700, 512, 830, 555]
acres-row bbox=[836, 120, 968, 272]
mark-acrostic-letters: M A R K bbox=[560, 648, 575, 712]
article-paragraph: Mr R. S. McKenzie, a director, said he was prepared to support a local factory as soon as the number of cows were available. bbox=[142, 859, 276, 893]
advert-text: LET DANBYS BE YOUR BOOTMAKER. bbox=[978, 199, 1107, 207]
advert-title: Let us Tailor It! bbox=[727, 40, 803, 51]
classified-ad: Auction Sale, 2 p.m., Friday. Quantity Furniture, etc., without reserve. Pears, Incubator, Bike, and sundry other lines will also be offered.—Stansfield. bbox=[282, 401, 416, 443]
subheading: HAURAKI PLAINS COUNTY COUNCIL. bbox=[423, 302, 553, 310]
advert-text: HOW common it is to see a good figure and excellent carriage spoilt by ill-fitting clothes! There is no excuse for that in these days of SMART TAILORING at Moderate Cost. We have special facilities, the outcome of long experience, for supplying Tailored Suits at lowest prices. Call and see the New Suitings bbox=[706, 128, 824, 214]
service-line: Coal, Lime, and bbox=[595, 393, 659, 403]
advert-title: MARK THIS !!! bbox=[560, 627, 694, 650]
subheading: MADE TO ORDER. bbox=[733, 995, 796, 1003]
article-paragraph: After eloquently advocating sticking to the Dairy Company Mr Harris, of Torehape, moved as a further amendment: "That a committee be formed to canvass the landowners who at present were not dairying and find out how many cows they were prepared to milk." bbox=[142, 1050, 276, 1119]
